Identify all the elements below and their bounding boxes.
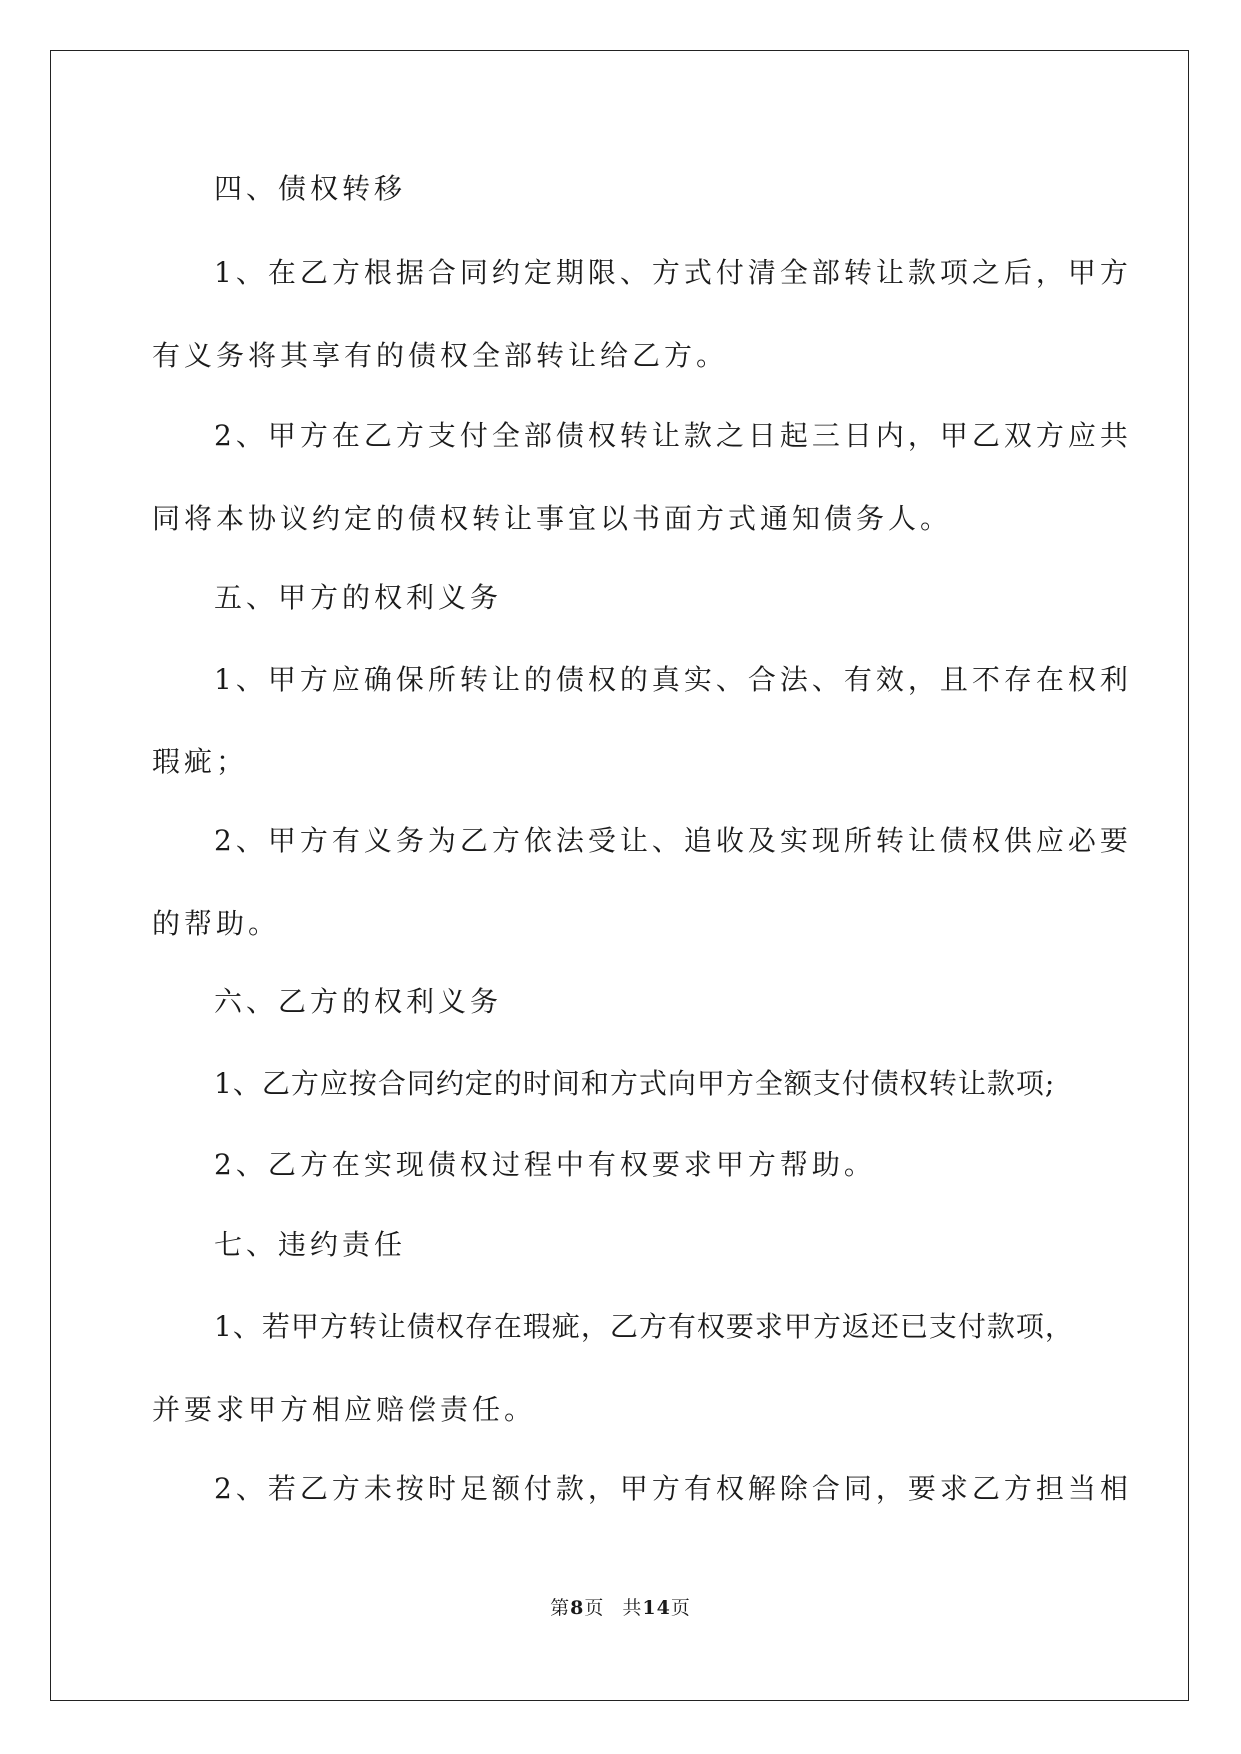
page-number: 8 (570, 1597, 585, 1619)
total-pages: 14 (642, 1597, 671, 1619)
total-prefix: 共 (622, 1597, 643, 1619)
paragraph-line: 1、若甲方转让债权存在瑕疵，乙方有权要求甲方返还已支付款项， (214, 1310, 1074, 1343)
paragraph-line: 2、甲方在乙方支付全部债权转让款之日起三日内，甲乙双方应共 (214, 419, 1132, 452)
paragraph-line: 并要求甲方相应赔偿责任。 (152, 1393, 537, 1426)
section-heading: 六、乙方的权利义务 (214, 985, 503, 1018)
paragraph-line: 瑕疵； (152, 745, 249, 778)
paragraph-line: 的帮助。 (152, 907, 281, 940)
page-footer (0, 1593, 1241, 1620)
paragraph-line: 2、乙方在实现债权过程中有权要求甲方帮助。 (214, 1148, 876, 1181)
section-heading: 四、债权转移 (214, 172, 407, 205)
paragraph-line: 同将本协议约定的债权转让事宜以书面方式通知债务人。 (152, 502, 953, 535)
paragraph-line: 2、甲方有义务为乙方依法受让、追收及实现所转让债权供应必要 (214, 824, 1132, 857)
page-prefix: 第 (550, 1597, 571, 1619)
section-heading: 五、甲方的权利义务 (214, 581, 503, 614)
paragraph-line: 有义务将其享有的债权全部转让给乙方。 (152, 339, 729, 372)
paragraph-line: 1、在乙方根据合同约定期限、方式付清全部转让款项之后，甲方 (214, 256, 1132, 289)
paragraph-line: 1、乙方应按合同约定的时间和方式向甲方全额支付债权转让款项; (214, 1067, 1056, 1100)
paragraph-line: 2、若乙方未按时足额付款，甲方有权解除合同，要求乙方担当相 (214, 1472, 1132, 1505)
page-border (50, 50, 1189, 1701)
page-suffix: 页 (584, 1597, 605, 1619)
paragraph-line: 1、甲方应确保所转让的债权的真实、合法、有效，且不存在权利 (214, 663, 1132, 696)
section-heading: 七、违约责任 (214, 1228, 407, 1261)
total-suffix: 页 (670, 1597, 691, 1619)
